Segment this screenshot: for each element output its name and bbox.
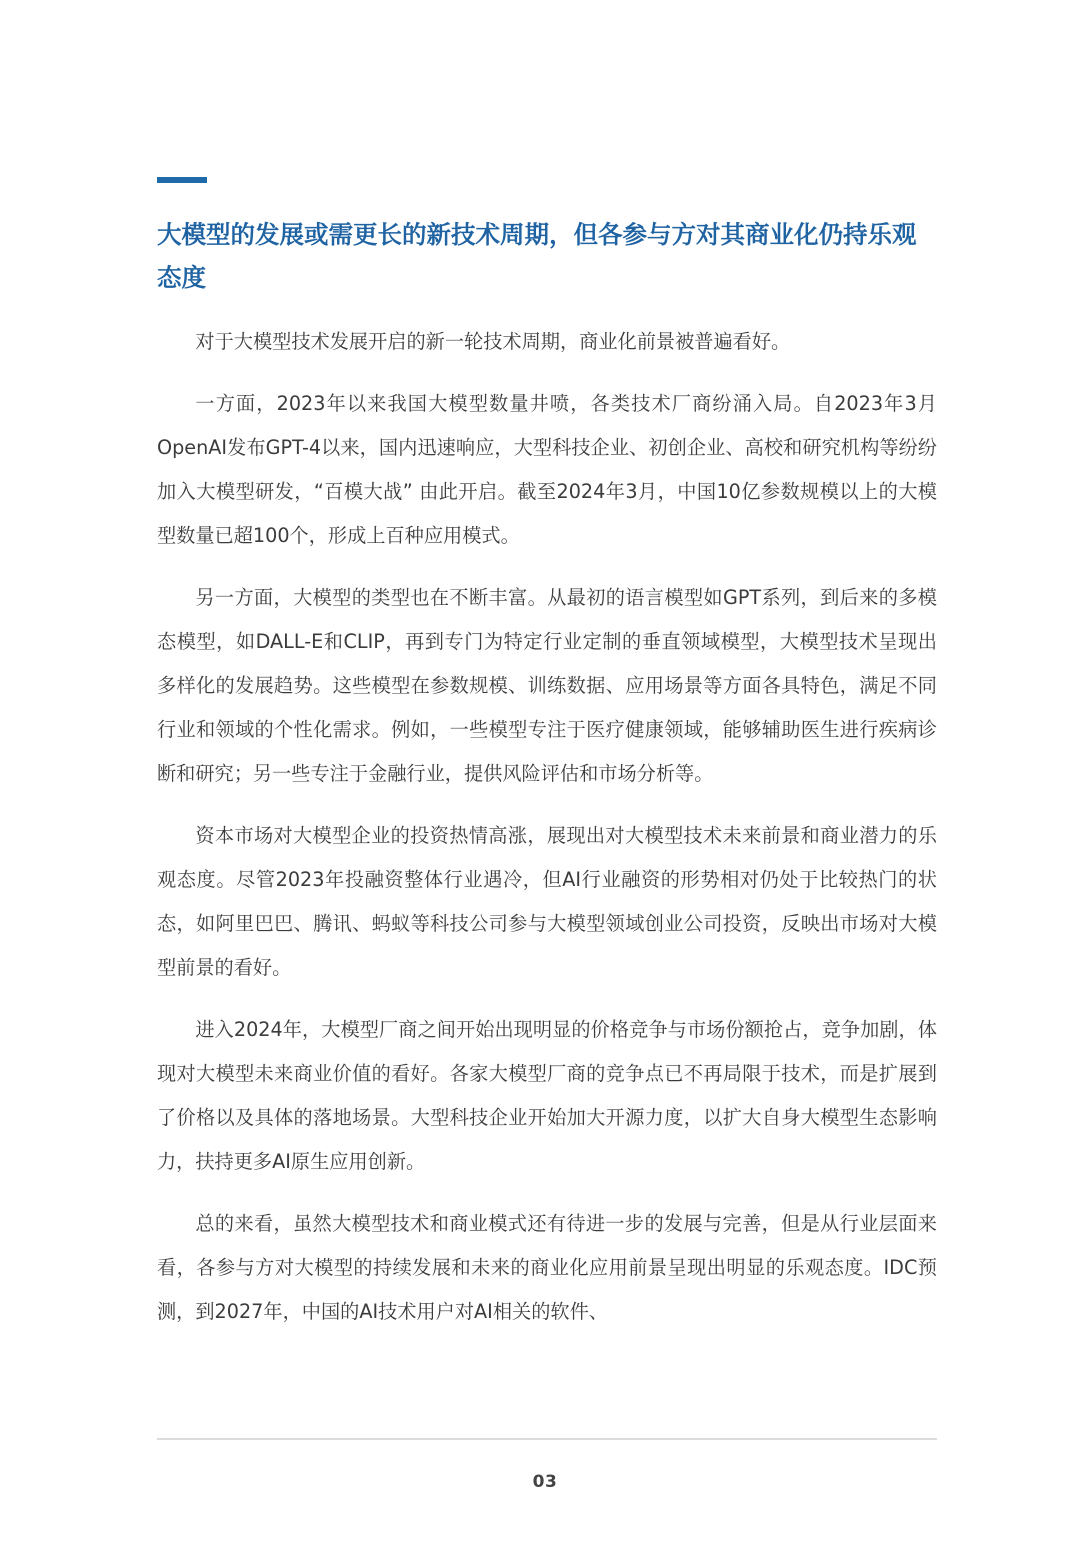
paragraph: 进入2024年，大模型厂商之间开始出现明显的价格竞争与市场份额抢占，竞争加剧，体现对大模型未来商业价值的看好。各家大模型厂商的竞争点已不再局限于技术，而是扩展到了价格以及具体的落地场景。大型科技企业开始加大开源力度，以扩大自身大模型生态影响力，扶持更多AI原生应用创新。 [157,1018,937,1173]
paragraph: 一方面，2023年以来我国大模型数量井喷，各类技术厂商纷涌入局。自2023年3月OpenAI发布GPT-4以来，国内迅速响应，大型科技企业、初创企业、高校和研究机构等纷纷加入大模型研发，“百模大战” 由此开启。截至2024年3月，中国10亿参数规模以上的大模型数量已超100个，形成上百种应用模式。 [157,392,937,547]
body-text [157,320,937,1352]
paragraph: 另一方面，大模型的类型也在不断丰富。从最初的语言模型如GPT系列，到后来的多模态模型，如DALL-E和CLIP，再到专门为特定行业定制的垂直领域模型，大模型技术呈现出多样化的发展趋势。这些模型在参数规模、训练数据、应用场景等方面各具特色，满足不同行业和领域的个性化需求。例如，一些模型专注于医疗健康领域，能够辅助医生进行疾病诊断和研究；另一些专注于金融行业，提供风险评估和市场分析等。 [157,586,937,785]
page-number: 03 [532,1472,558,1492]
paragraph: 总的来看，虽然大模型技术和商业模式还有待进一步的发展与完善，但是从行业层面来看，各参与方对大模型的持续发展和未来的商业化应用前景呈现出明显的乐观态度。IDC预测，到2027年，中国的AI技术用户对AI相关的软件、 [157,1212,937,1323]
section-accent-bar [157,177,207,183]
paragraph: 对于大模型技术发展开启的新一轮技术周期，商业化前景被普遍看好。 [195,330,791,353]
section-title: 大模型的发展或需更长的新技术周期，但各参与方对其商业化仍持乐观态度 [157,220,917,292]
footer-divider [157,1438,937,1440]
paragraph: 资本市场对大模型企业的投资热情高涨，展现出对大模型技术未来前景和商业潜力的乐观态度。尽管2023年投融资整体行业遇冷，但AI行业融资的形势相对仍处于比较热门的状态，如阿里巴巴、腾讯、蚂蚁等科技公司参与大模型领域创业公司投资，反映出市场对大模型前景的看好。 [157,824,937,979]
